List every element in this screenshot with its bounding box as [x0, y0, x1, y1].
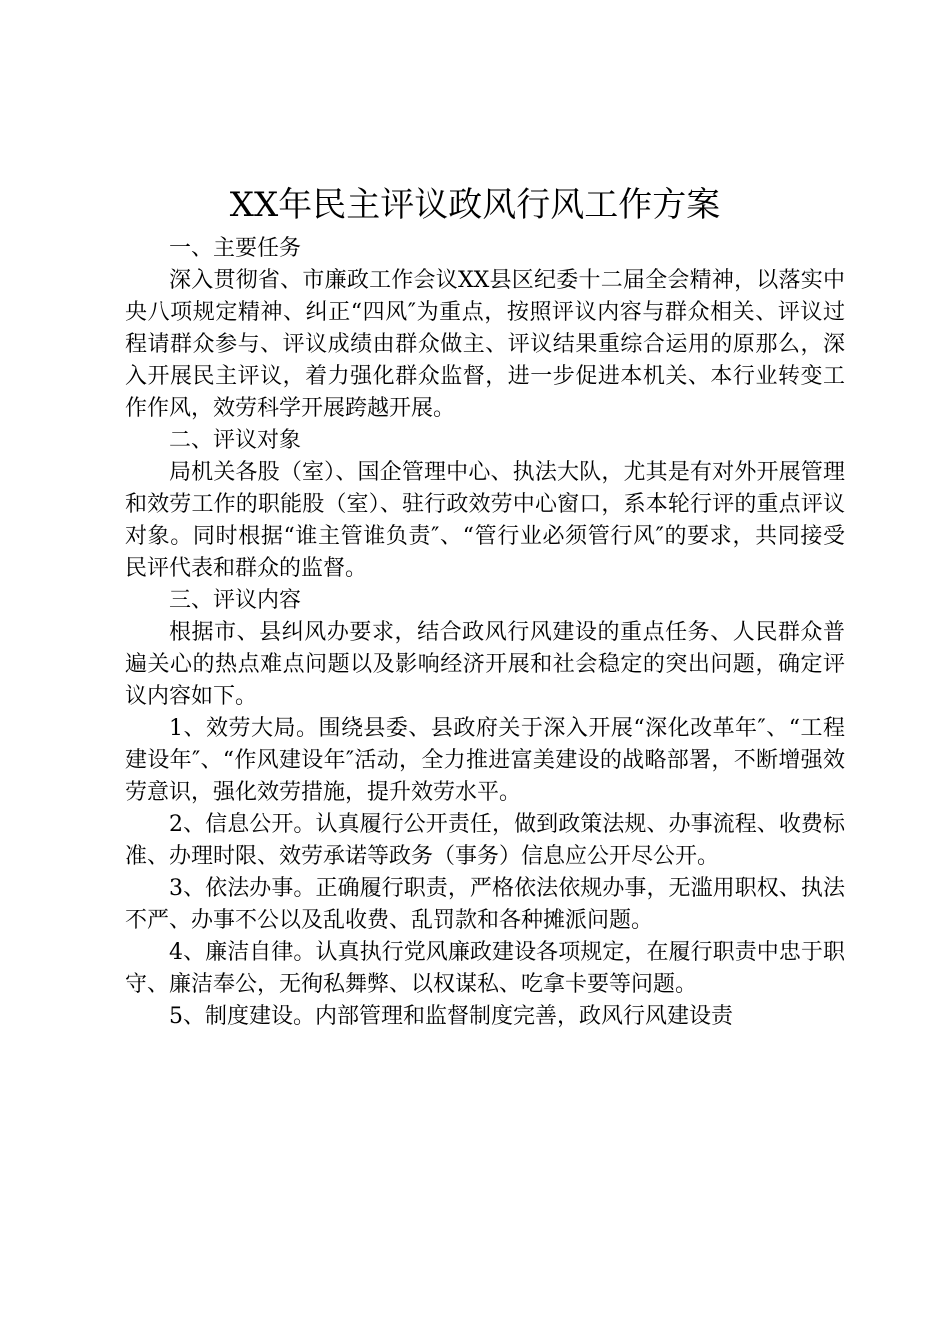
section-heading-review-targets: 二、评议对象: [169, 428, 302, 453]
section-heading-main-tasks: 一、主要任务: [169, 236, 302, 261]
list-item-service: 1、效劳大局。围绕县委、县政府关于深入开展“深化改革年″、“工程建设年″、“作风建设年″活动，全力推进富美建设的战略部署，不断增强效劳意识，强化效劳措施，提升效劳水平。: [125, 716, 845, 805]
paragraph-review-content-intro: 根据市、县纠风办要求，结合政风行风建设的重点任务、人民群众普遍关心的热点难点问题以及影响经济开展和社会稳定的突出问题，确定评议内容如下。: [125, 620, 845, 709]
paragraph-review-targets: 局机关各股（室）、国企管理中心、执法大队，尤其是有对外开展管理和效劳工作的职能股（室）、驻行政效劳中心窗口，系本轮行评的重点评议对象。同时根据“谁主管谁负责″、“管行业必须管行风″的要求，共同接受民评代表和群众的监督。: [125, 460, 845, 581]
section-heading-review-content: 三、评议内容: [169, 588, 302, 613]
list-item-lawful-conduct: 3、依法办事。正确履行职责，严格依法依规办事，无滥用职权、执法不严、办事不公以及乱收费、乱罚款和各种摊派问题。: [125, 876, 845, 933]
paragraph-main-tasks: 深入贯彻省、市廉政工作会议XX县区纪委十二届全会精神，以落实中央八项规定精神、纠正“四风″为重点，按照评议内容与群众相关、评议过程请群众参与、评议成绩由群众做主、评议结果重综合运用的原那么，深入开展民主评议，着力强化群众监督，进一步促进本机关、本行业转变工作作风，效劳科学开展跨越开展。: [125, 268, 845, 421]
document-body: [125, 233, 845, 1033]
document-title: XX年民主评议政风行风工作方案: [229, 185, 721, 225]
list-item-system-building: 5、制度建设。内部管理和监督制度完善，政风行风建设责: [169, 1004, 733, 1029]
list-item-integrity: 4、廉洁自律。认真执行党风廉政建设各项规定，在履行职责中忠于职守、廉洁奉公，无徇私舞弊、以权谋私、吃拿卡要等问题。: [125, 940, 845, 997]
list-item-information-disclosure: 2、信息公开。认真履行公开责任，做到政策法规、办事流程、收费标准、办理时限、效劳承诺等政务（事务）信息应公开尽公开。: [125, 812, 845, 869]
